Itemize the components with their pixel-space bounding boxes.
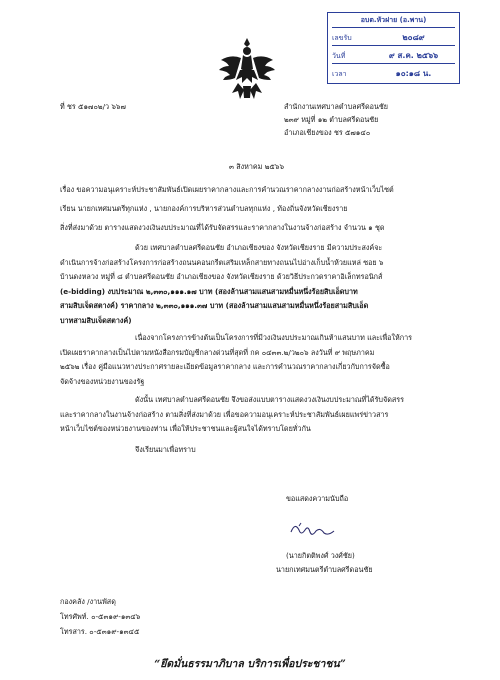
para1-line: บาทสามสิบเจ็ดสตางค์) [60,315,132,325]
para2-line: เปิดเผยราคากลางเป็นไปตามหนังสือกรมบัญชีกลางด่วนที่สุดที่ กค ๐๔๓๓.๒/ว๒๐๖ ลงวันที่ ๙ พฤษภาคม [60,347,375,357]
para1-line: ด้วย เทศบาลตำบลศรีดอนชัย อำเภอเชียงของ จังหวัดเชียงราย มีความประสงค์จะ [135,243,383,252]
para1-line: ดำเนินการจ้างก่อสร้างโครงการก่อสร้างถนนคอนกรีตเสริมเหล็กสายทางถนนไปอ่างเก็บน้ำห้วยแหล่ ซอย ๖ [60,257,384,267]
para2-line: ๒๕๖๒ เรื่อง คู่มือแนวทางประกาศรายละเอียดข้อมูลราคากลาง และการคำนวณราคากลางเกี่ยวกับการจัดซื้อ [60,362,390,371]
para3-line: และราคากลางในงานจ้างก่อสร้าง ตามสิ่งที่ส่งมาด้วย เพื่อขอความอนุเคราะห์ประชาสัมพันธ์เผยแพร่ข่าวสาร [60,409,389,419]
stamp-time-row [332,65,455,81]
letter-date: ๓ สิงหาคม ๒๕๖๖ [229,162,285,171]
stamp-time-label: เวลา [332,70,347,78]
reference-number: ที่ ชร ๕๑๗๐๒/ว ๖๖๗ [60,102,126,111]
stamp-date-row [332,47,455,64]
para1-line: (e-bidding) งบประมาณ ๒,๓๓๐,๑๑๑.๑๗ บาท (สองล้านสามแสนสามหมื่นหนึ่งร้อยสิบเอ็ดบาท [60,286,358,296]
para2-line: จัดจ้างของหน่วยงานของรัฐ [60,376,145,386]
stamp-date-label: วันที่ [332,52,346,60]
receipt-stamp [327,12,460,84]
paragraph-reason [60,331,412,389]
letter-recipient: เรียน นายกเทศมนตรีทุกแห่ง , นายกองค์การบริหารส่วนตำบลทุกแห่ง , ท้องถิ่นจังหวัดเชียงราย [60,204,348,213]
fax-number: โทรสาร. ๐-๕๓๑๙-๑๓๔๕ [60,627,140,636]
handwritten-signature [285,520,345,540]
garuda-emblem [216,36,278,102]
paragraph-request [60,393,404,437]
division: กองคลัง /งานพัสดุ [60,597,116,606]
sender-office: สำนักงานเทศบาลตำบลศรีดอนชัย [284,102,388,111]
signer-name: (นายกิตติพงศ์ วงศ์ชัย) [286,551,355,560]
signer-title: นายกเทศมนตรีตำบลศรีดอนชัย [276,565,373,574]
sender-address: ๒๓๙ หมู่ที่ ๑๒ ตำบลศรีดอนชัย [284,115,379,124]
stamp-header: อบต.หัวฝาย (อ.พาน) [360,16,427,24]
stamp-received-label: เลขรับ [332,34,352,42]
stamp-received-row [332,29,455,46]
motto: “ยึดมั่นธรรมาภิบาล บริการเพื่อประชาชน” [154,658,346,670]
stamp-time: ๑๐:๑๘ น. [395,69,432,78]
sender-district: อำเภอเชียงของ ชร ๕๗๑๔๐ [284,128,371,137]
letter-subject: เรื่อง ขอความอนุเคราะห์ประชาสัมพันธ์เปิดเผยราคากลางและการคำนวณราคากลางงานก่อสร้างหน้าเว็บไซต์ [60,185,394,194]
paragraph-announcement [60,241,383,328]
stamp-header-row [332,14,455,28]
stamp-received-number: ๒๐๘๙ [402,33,425,42]
para1-line: สามสิบเจ็ดสตางค์) ราคากลาง ๒,๓๓๐,๑๑๑.๓๗ บาท (สองล้านสามแสนสามหมื่นหนึ่งร้อยสามสิบเอ็ด [60,301,369,310]
stamp-date: ๙ ส.ค. ๒๕๖๖ [388,51,439,60]
para1-line: บ้านดงหลวง หมู่ที่ ๘ ตำบลศรีดอนชัย อำเภอเชียงของ จังหวัดเชียงราย ด้วยวิธีประกวดราคาอิเล็กทรอนิกส์ [60,272,383,281]
para2-line: เนื่องจากโครงการข้างต้นเป็นโครงการที่มีวงเงินงบประมาณเกินห้าแสนบาท และเพื่อให้การ [135,333,412,342]
para3-line: ดังนั้น เทศบาลตำบลศรีดอนชัย จึงขอส่งแบบตารางแสดงวงเงินงบประมาณที่ได้รับจัดสรร [135,395,404,404]
para3-line: หน้าเว็บไซต์ของหน่วยงานของท่าน เพื่อให้ประชาชนและผู้สนใจได้ทราบโดยทั่วกัน [60,424,311,433]
phone-number: โทรศัพท์. ๐-๕๓๑๙-๑๓๔๖ [60,612,141,621]
regards-line: ขอแสดงความนับถือ [286,494,349,503]
closing-line: จึงเรียนมาเพื่อทราบ [135,445,196,454]
letter-enclosure: สิ่งที่ส่งมาด้วย ตารางแสดงวงเงินงบประมาณที่ได้รับจัดสรรและราคากลางในงานจ้างก่อสร้าง จำนวน ๑ ชุด [60,223,385,232]
